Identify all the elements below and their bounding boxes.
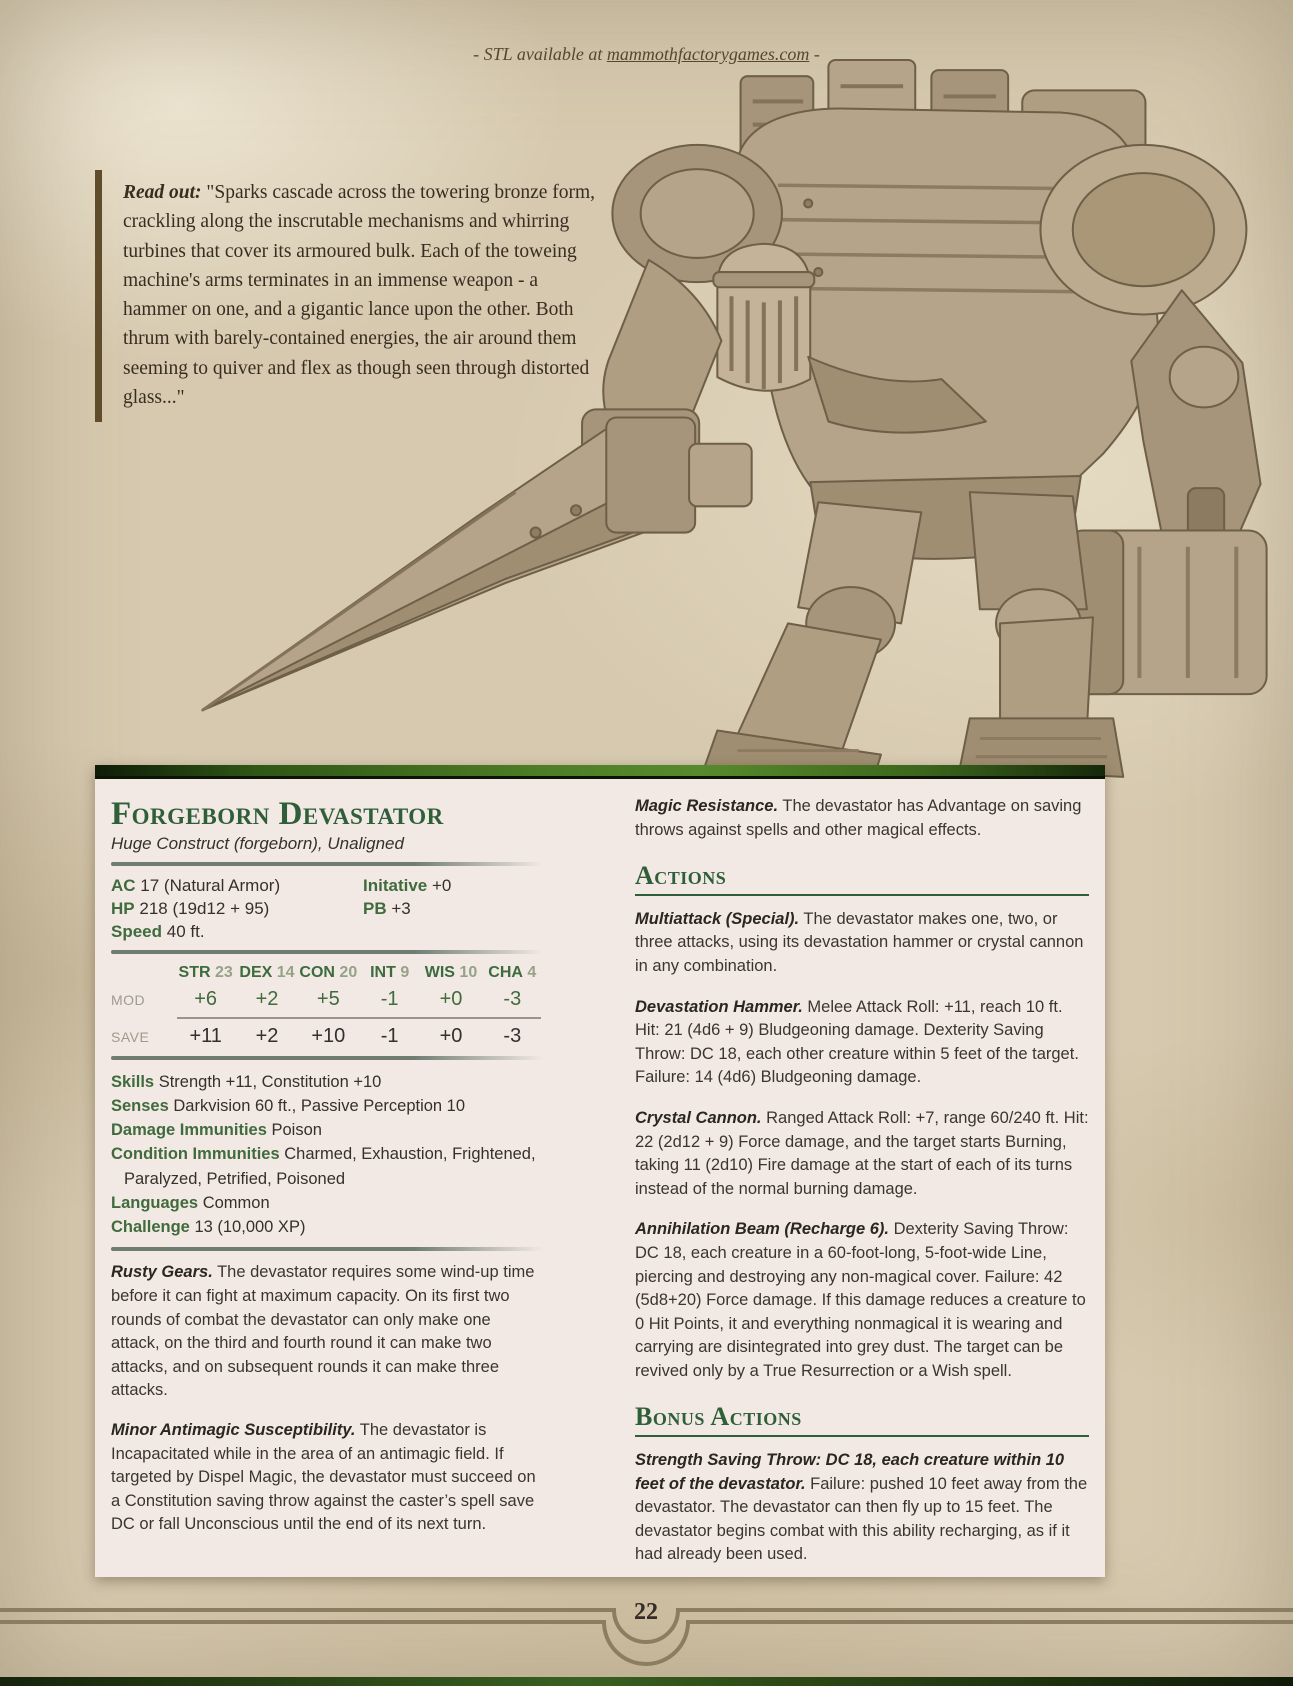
action-annihilation-beam: Annihilation Beam (Recharge 6). Dexterity Saving Throw: DC 18, each creature in a 60-foot-long, 5-foot-wide Line, piercing and destroying any non-magical cover. Failure: 42 (5d8+20) Force damage. If this damage reduces a creature to 0 Hit Points, it and everything nonmagical it is wearing and carrying are disintegrated into grey dust. The target can be revived only by a True Resurrection or a Wish spell.: [635, 1220, 1086, 1380]
initiative-label: Initative: [363, 875, 428, 895]
divider-rule: [111, 862, 543, 866]
pb-value: +3: [391, 898, 411, 918]
damage-immunities-property: Damage Immunities Poison: [111, 1121, 322, 1140]
footer-ornament: [0, 1594, 1293, 1678]
creature-name: Forgeborn Devastator: [111, 796, 444, 832]
trait-magic-resistance: Magic Resistance. The devastator has Advantage on saving throws against spells and other magical effects.: [635, 797, 1082, 839]
readout-quote: [95, 170, 601, 422]
divider-rule: [111, 950, 543, 954]
ability-header-str: STR 23: [178, 963, 233, 981]
readout-label: Read out:: [123, 182, 202, 203]
ability-header-cha: CHA 4: [488, 963, 537, 981]
mod-dex: +2: [255, 987, 279, 1010]
bonus-actions-header: Bonus Actions: [635, 1403, 1089, 1437]
statblock-right-column: [635, 795, 1089, 1577]
trait-rusty-gears: Rusty Gears. The devastator requires some wind-up time before it can fight at maximum capacity. On its first two rounds of combat the devastator can only make one attack, on the third and fourth round it can make two attacks, and on subsequent rounds it can make three attacks.: [111, 1263, 535, 1400]
save-int: -1: [380, 1024, 399, 1047]
ac-stat: [111, 876, 363, 896]
trait-minor-antimagic-susceptibility: Minor Antimagic Susceptibility. The devastator is Incapacitated while in the area of an antimagic field. If targeted by Dispel Magic, the devastator must succeed on a Constitution saving throw against the caster’s spell save DC or fall Unconscious until the end of its next turn.: [111, 1420, 536, 1534]
ability-header-dex: DEX 14: [239, 963, 295, 981]
divider-rule: [111, 1056, 543, 1060]
page-number: 22: [634, 1599, 658, 1625]
core-stats: [111, 876, 543, 942]
save-con: +10: [311, 1024, 346, 1047]
initiative-stat: [363, 876, 543, 896]
ability-header-wis: WIS 10: [424, 963, 478, 981]
save-str: +11: [189, 1024, 222, 1047]
mod-con: +5: [316, 987, 340, 1010]
ability-divider: [177, 1017, 541, 1019]
hp-stat: [111, 899, 363, 919]
ac-label: AC: [111, 875, 136, 895]
ac-value: 17 (Natural Armor): [140, 875, 281, 895]
ability-header-int: INT 9: [370, 963, 410, 981]
speed-stat: [111, 922, 363, 942]
actions-header: Actions: [635, 862, 1089, 896]
pb-stat: [363, 899, 543, 919]
stat-block: [95, 765, 1105, 1577]
mod-cha: -3: [503, 987, 522, 1010]
divider-rule: [111, 1247, 543, 1251]
action-crystal-cannon: Crystal Cannon. Ranged Attack Roll: +7, range 60/240 ft. Hit: 22 (2d12 + 9) Force damage, and the target starts Burning, taking 11 (2d10) Fire damage at the start of each of its turns instead of the normal burning damage.: [635, 1108, 1089, 1198]
stl-credit-prefix: - STL available at: [473, 44, 607, 64]
mod-wis: +0: [439, 987, 463, 1010]
speed-value: 40 ft.: [166, 921, 205, 941]
initiative-value: +0: [431, 875, 452, 895]
bonus-action-push: Strength Saving Throw: DC 18, each creature within 10 feet of the devastator. Failure: pushed 10 feet away from the devastator. The devastator can then fly up to 15 feet. The devastator begins combat with this ability recharging, as if it had already been used.: [635, 1451, 1088, 1564]
hp-label: HP: [111, 898, 135, 918]
mod-int: -1: [380, 987, 399, 1010]
hp-value: 218 (19d12 + 95): [139, 898, 270, 918]
senses-property: Senses Darkvision 60 ft., Passive Perception 10: [111, 1096, 466, 1115]
bottom-green-strip: [0, 1677, 1293, 1686]
speed-label: Speed: [111, 921, 163, 941]
statblock-top-bar: [95, 765, 1105, 779]
pb-label: PB: [363, 898, 387, 918]
forgeborn-devastator-figure: [172, 56, 1293, 788]
save-row-label: SAVE: [111, 1028, 150, 1045]
ability-table: [111, 964, 543, 1048]
action-devastation-hammer: Devastation Hammer. Melee Attack Roll: +11, reach 10 ft. Hit: 21 (4d6 + 9) Bludgeoning damage. Dexterity Saving Throw: DC 18, each other creature within 5 feet of the target. Failure: 14 (4d6) Bludgeoning damage.: [635, 997, 1079, 1087]
stl-credit-link[interactable]: mammothfactorygames.com: [606, 44, 810, 64]
ability-header-con: CON 20: [299, 963, 358, 981]
readout-text: "Sparks cascade across the towering bronze form, crackling along the inscrutable mechanisms and whirring turbines that cover its armoured bulk. Each of the toweing machine's arms terminates in an immense weapon - a hammer on one, and a gigantic lance upon the other. Both thrum with barely-contained energies, the air around them seeming to quiver and flex as though seen through distorted glass...": [123, 182, 596, 408]
skills-property: Skills Strength +11, Constitution +10: [111, 1072, 382, 1091]
page-footer: [0, 1594, 1293, 1678]
mod-row-label: MOD: [111, 991, 146, 1008]
statblock-left-column: [111, 795, 543, 1577]
languages-property: Languages Common: [111, 1193, 270, 1212]
miniature-render: [172, 56, 1293, 788]
action-multiattack: Multiattack (Special). The devastator makes one, two, or three attacks, using its devastation hammer or crystal cannon in any combination.: [635, 909, 1084, 975]
condition-immunities-property: Condition Immunities Charmed, Exhaustion, Frightened, Paralyzed, Petrified, Poisoned: [111, 1145, 536, 1188]
challenge-property: Challenge 13 (10,000 XP): [111, 1218, 306, 1237]
creature-type: Huge Construct (forgeborn), Unaligned: [111, 833, 404, 853]
mod-str: +6: [194, 987, 218, 1010]
save-cha: -3: [503, 1024, 522, 1047]
save-dex: +2: [255, 1024, 279, 1047]
save-wis: +0: [439, 1024, 463, 1047]
stl-credit-suffix: -: [809, 44, 820, 64]
